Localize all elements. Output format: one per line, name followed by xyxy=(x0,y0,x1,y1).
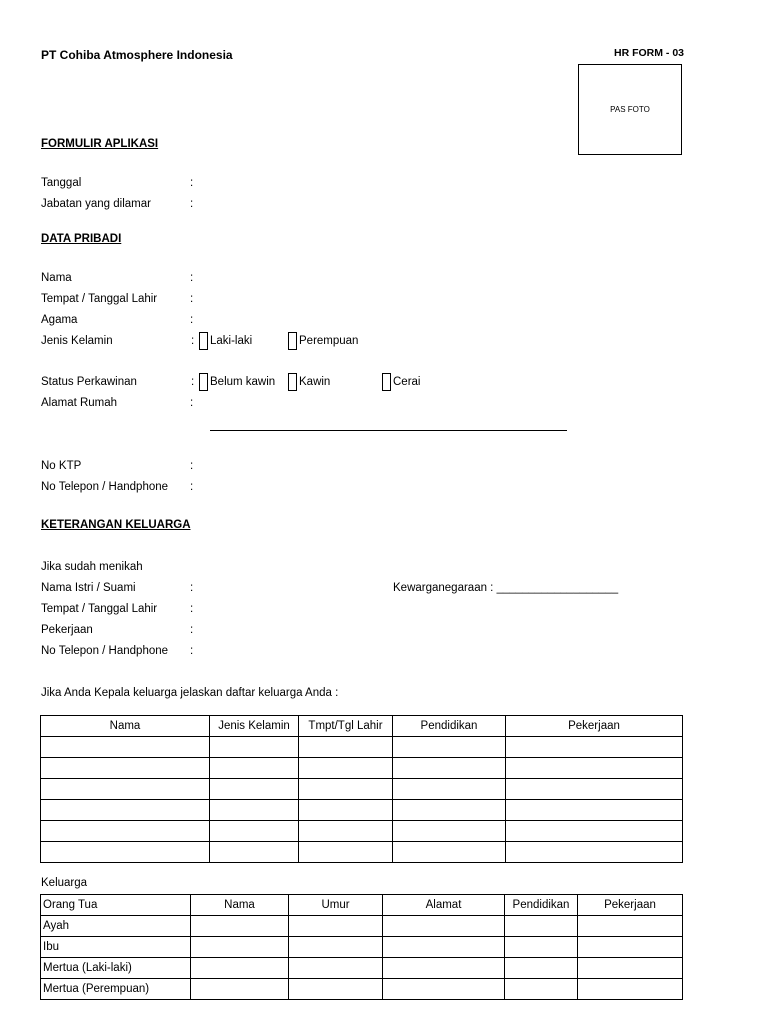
table-cell[interactable] xyxy=(210,779,299,800)
table-cell[interactable] xyxy=(41,800,210,821)
spouse-phone-label: No Telepon / Handphone xyxy=(41,645,169,657)
table-cell[interactable] xyxy=(393,800,506,821)
table-cell[interactable] xyxy=(393,737,506,758)
table-cell[interactable] xyxy=(505,979,578,1000)
table-cell[interactable] xyxy=(578,979,683,1000)
religion-colon: : xyxy=(190,314,194,326)
table-cell[interactable] xyxy=(41,758,210,779)
table-cell[interactable] xyxy=(289,937,383,958)
table-header-row xyxy=(41,895,683,916)
marital-single-label: Belum kawin xyxy=(210,376,276,388)
table-cell[interactable] xyxy=(506,779,683,800)
religion-label: Agama xyxy=(41,314,78,326)
table-header-row xyxy=(41,716,683,737)
table-cell[interactable] xyxy=(191,958,289,979)
marital-divorced-label: Cerai xyxy=(393,376,421,388)
table-cell[interactable] xyxy=(191,916,289,937)
col-header-name: Nama xyxy=(41,716,210,737)
col-header-education: Pendidikan xyxy=(505,895,578,916)
col-header-age: Umur xyxy=(289,895,383,916)
table-cell[interactable] xyxy=(210,737,299,758)
table-row xyxy=(41,800,683,821)
personal-heading: DATA PRIBADI xyxy=(41,233,122,245)
date-colon: : xyxy=(190,177,194,189)
col-header-address: Alamat xyxy=(383,895,505,916)
col-header-job: Pekerjaan xyxy=(578,895,683,916)
table-cell[interactable] xyxy=(393,821,506,842)
table-row xyxy=(41,842,683,863)
table-cell[interactable] xyxy=(383,916,505,937)
table-cell[interactable] xyxy=(210,821,299,842)
family-members-table xyxy=(40,715,683,863)
gender-label: Jenis Kelamin xyxy=(41,335,113,347)
table-cell[interactable] xyxy=(299,737,393,758)
form-code: HR FORM - 03 xyxy=(614,47,685,59)
table-cell[interactable] xyxy=(505,958,578,979)
table-cell[interactable] xyxy=(210,842,299,863)
ktp-label: No KTP xyxy=(41,460,82,472)
parents-table xyxy=(40,894,683,1000)
table-row xyxy=(41,821,683,842)
row-label-father-in-law: Mertua (Laki-laki) xyxy=(41,958,191,979)
spouse-phone-colon: : xyxy=(190,645,194,657)
married-note: Jika sudah menikah xyxy=(41,561,143,573)
keluarga-label: Keluarga xyxy=(41,877,88,889)
col-header-birth: Tmpt/Tgl Lahir xyxy=(299,716,393,737)
date-label: Tanggal xyxy=(41,177,82,189)
col-header-education: Pendidikan xyxy=(393,716,506,737)
table-cell[interactable] xyxy=(299,800,393,821)
form-title: FORMULIR APLIKASI xyxy=(41,138,159,150)
table-cell[interactable] xyxy=(383,958,505,979)
table-cell[interactable] xyxy=(506,821,683,842)
gender-female-label: Perempuan xyxy=(299,335,359,347)
marital-married-label: Kawin xyxy=(299,376,331,388)
table-cell[interactable] xyxy=(578,937,683,958)
family-heading: KETERANGAN KELUARGA xyxy=(41,519,191,531)
table-cell[interactable] xyxy=(41,821,210,842)
spouse-birth-colon: : xyxy=(190,603,194,615)
phone-label: No Telepon / Handphone xyxy=(41,481,169,493)
photo-box xyxy=(578,64,682,155)
marital-single-checkbox[interactable] xyxy=(199,373,208,391)
name-colon: : xyxy=(190,272,194,284)
col-header-gender: Jenis Kelamin xyxy=(210,716,299,737)
table-cell[interactable] xyxy=(505,937,578,958)
table-cell[interactable] xyxy=(191,937,289,958)
job-label: Pekerjaan xyxy=(41,624,93,636)
table-row xyxy=(41,958,683,979)
table-cell[interactable] xyxy=(41,842,210,863)
table-cell[interactable] xyxy=(393,758,506,779)
position-colon: : xyxy=(190,198,194,210)
table-cell[interactable] xyxy=(506,842,683,863)
table-row xyxy=(41,758,683,779)
table-cell[interactable] xyxy=(191,979,289,1000)
company-name: PT Cohiba Atmosphere Indonesia xyxy=(41,48,233,62)
table-cell[interactable] xyxy=(299,821,393,842)
col-header-name: Nama xyxy=(191,895,289,916)
address-line[interactable] xyxy=(210,430,567,431)
spouse-colon: : xyxy=(190,582,194,594)
table-cell[interactable] xyxy=(383,979,505,1000)
table-cell[interactable] xyxy=(393,779,506,800)
col-header-parents: Orang Tua xyxy=(41,895,191,916)
marital-label: Status Perkawinan xyxy=(41,376,137,388)
marital-divorced-checkbox[interactable] xyxy=(382,373,391,391)
gender-colon: : xyxy=(191,335,195,347)
row-label-mother-in-law: Mertua (Perempuan) xyxy=(41,979,191,1000)
table-cell[interactable] xyxy=(578,916,683,937)
table-row xyxy=(41,916,683,937)
table-cell[interactable] xyxy=(506,737,683,758)
marital-colon: : xyxy=(191,376,195,388)
table-row xyxy=(41,737,683,758)
table-cell[interactable] xyxy=(289,958,383,979)
table-cell[interactable] xyxy=(41,779,210,800)
row-label-father: Ayah xyxy=(41,916,191,937)
gender-female-checkbox[interactable] xyxy=(288,332,297,350)
position-label: Jabatan yang dilamar xyxy=(41,198,151,210)
phone-colon: : xyxy=(190,481,194,493)
photo-label: PAS FOTO xyxy=(610,105,650,114)
table-cell[interactable] xyxy=(299,758,393,779)
table-row xyxy=(41,979,683,1000)
table-row xyxy=(41,779,683,800)
marital-married-checkbox[interactable] xyxy=(288,373,297,391)
table-cell[interactable] xyxy=(506,758,683,779)
table-cell[interactable] xyxy=(299,779,393,800)
table-cell[interactable] xyxy=(578,958,683,979)
table-cell[interactable] xyxy=(210,758,299,779)
address-label: Alamat Rumah xyxy=(41,397,118,409)
birth-colon: : xyxy=(190,293,194,305)
table-cell[interactable] xyxy=(41,737,210,758)
table-cell[interactable] xyxy=(383,937,505,958)
table-cell[interactable] xyxy=(210,800,299,821)
spouse-label: Nama Istri / Suami xyxy=(41,582,136,594)
birth-label: Tempat / Tanggal Lahir xyxy=(41,293,158,305)
job-colon: : xyxy=(190,624,194,636)
gender-male-label: Laki-laki xyxy=(210,335,253,347)
spouse-birth-label: Tempat / Tanggal Lahir xyxy=(41,603,158,615)
gender-male-checkbox[interactable] xyxy=(199,332,208,350)
col-header-job: Pekerjaan xyxy=(506,716,683,737)
table-cell[interactable] xyxy=(505,916,578,937)
address-colon: : xyxy=(190,397,194,409)
table-row xyxy=(41,937,683,958)
name-label: Nama xyxy=(41,272,72,284)
ktp-colon: : xyxy=(190,460,194,472)
head-note: Jika Anda Kepala keluarga jelaskan daftar keluarga Anda : xyxy=(41,687,339,699)
table-cell[interactable] xyxy=(393,842,506,863)
table-cell[interactable] xyxy=(299,842,393,863)
table-cell[interactable] xyxy=(506,800,683,821)
table-cell[interactable] xyxy=(289,979,383,1000)
nationality-label: Kewarganegaraan : ___________________ xyxy=(393,582,619,594)
table-cell[interactable] xyxy=(289,916,383,937)
row-label-mother: Ibu xyxy=(41,937,191,958)
